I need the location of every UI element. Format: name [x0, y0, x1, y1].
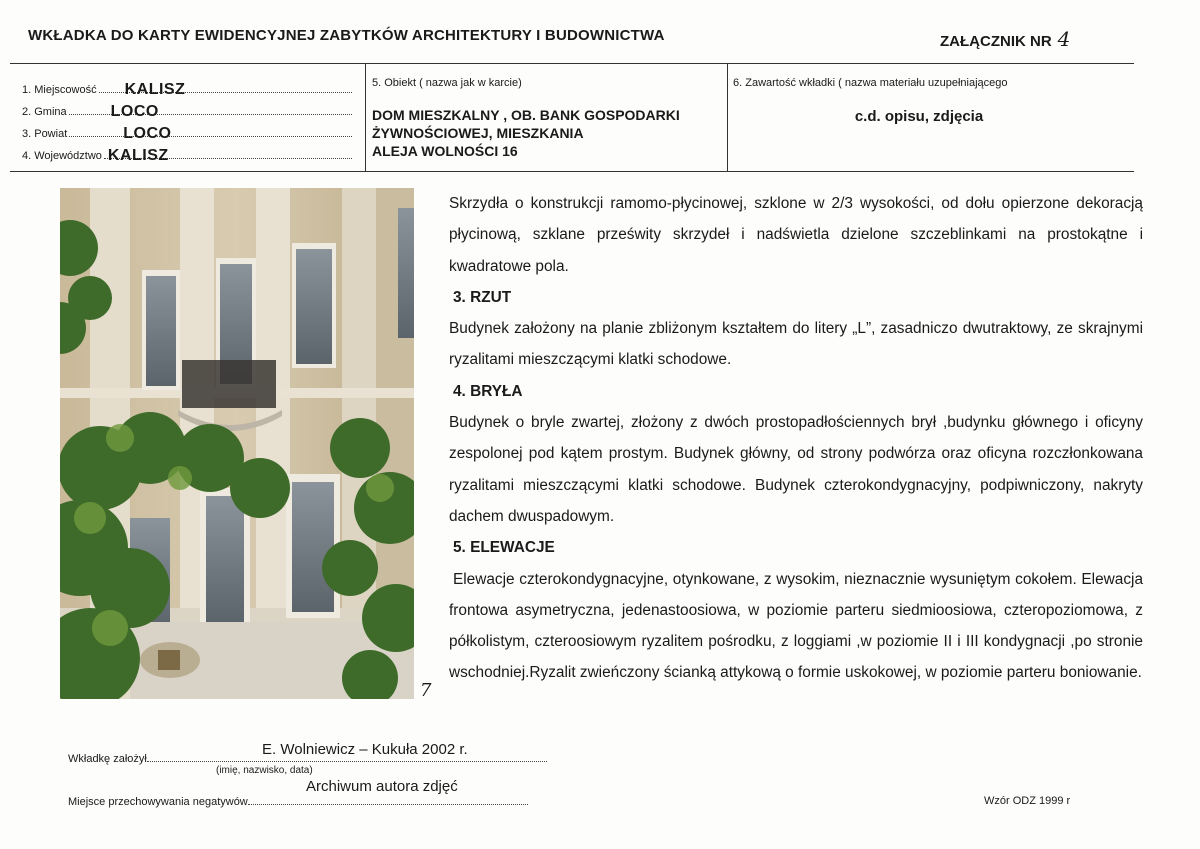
- location-value: LOCO: [110, 103, 159, 120]
- location-field-commune: [22, 105, 352, 118]
- author-sublabel: (imię, nazwisko, data): [216, 765, 313, 776]
- contents-label: 6. Zawartość wkładki ( nazwa materiału uzupełniającego: [733, 77, 1008, 89]
- description-intro: Skrzydła o konstrukcji ramomo-płycinowej, szklone w 2/3 wysokości, od dołu opierzone dekoracją płycinową, szklane prześwity skrzydeł i nadświetla dzielone szczeblinkami na prostokątne i kwadratowe pola.: [449, 195, 1143, 275]
- object-name: [372, 106, 680, 160]
- photo-number: 7: [420, 680, 432, 701]
- object-line: ŻYWNOŚCIOWEJ, MIESZKANIA: [372, 125, 584, 141]
- storage-label: Miejsce przechowywania negatywów: [68, 796, 248, 808]
- location-value: LOCO: [123, 125, 172, 142]
- location-value: KALISZ: [124, 81, 186, 98]
- object-line: DOM MIESZKALNY , OB. BANK GOSPODARKI: [372, 107, 680, 123]
- section-heading-elevations: 5. ELEWACJE: [453, 539, 555, 557]
- section-heading-massing: 4. BRYŁA: [453, 382, 523, 400]
- description-body: [449, 188, 1143, 689]
- section-heading-plan: 3. RZUT: [453, 288, 512, 306]
- section-text-plan: Budynek założony na planie zbliżonym kształtem do litery „L”, zasadniczo dwutraktowy, ze skrajnymi ryzalitami mieszczącymi klatki schodowe.: [449, 320, 1143, 369]
- column-divider-1: [365, 63, 366, 171]
- section-text-massing: Budynek o bryle zwartej, złożony z dwóch prostopadłościennych brył ,budynku głównego i oficyny zespolonej pod kątem prostym. Budynek główny, od strony podwórza oraz oficyna rozczłonkowana ryzalitami mieszczącymi klatki schodowe. Budynek czterokondygnacyjny, podpiwniczony, nakryty dachem dwuspadowym.: [449, 414, 1143, 525]
- location-label: 2. Gmina: [22, 106, 67, 118]
- annex-number: 4: [1057, 27, 1071, 51]
- header-bottom-rule: [10, 171, 1134, 172]
- location-value: KALISZ: [107, 147, 169, 164]
- location-label: 3. Powiat: [22, 128, 68, 140]
- location-field-voivodeship: [22, 149, 352, 162]
- object-line: ALEJA WOLNOŚCI 16: [372, 143, 518, 159]
- column-divider-2: [727, 63, 728, 171]
- location-label: 1. Miejscowość: [22, 84, 97, 96]
- location-field-district: [22, 127, 352, 140]
- section-text-elevations: Elewacje czterokondygnacyjne, otynkowane, z wysokim, nieznacznie wysuniętym cokołem. Elewacja frontowa asymetryczna, jedenastoosiowa, w poziomie parteru siedmioosiowa, czteropoziomowa, z półkolistym, czteroosiowym ryzalitem pośrodku, z loggiami ,w poziomie II i III kondygnacji ,po stronie wschodniej.Ryzalit zwieńczony ścianką attykową o formie uskokowej, w poziomie parteru boniowanie.: [449, 570, 1143, 682]
- location-field-town: [22, 83, 352, 96]
- contents-value: c.d. opisu, zdjęcia: [854, 108, 984, 125]
- location-label: 4. Województwo: [22, 150, 102, 162]
- form-title: WKŁADKA DO KARTY EWIDENCYJNEJ ZABYTKÓW ARCHITEKTURY I BUDOWNICTWA: [28, 27, 665, 44]
- author-value: E. Wolniewicz – Kukuła 2002 r.: [262, 741, 468, 758]
- building-photo: [60, 188, 414, 699]
- storage-field: [68, 795, 528, 808]
- storage-value: Archiwum autora zdjęć: [306, 778, 458, 795]
- author-label: Wkładkę założył: [68, 753, 147, 765]
- object-label: 5. Obiekt ( nazwa jak w karcie): [372, 77, 522, 89]
- annex-label: [940, 27, 1070, 51]
- template-note: Wzór ODZ 1999 r: [984, 795, 1071, 807]
- annex-label-text: ZAŁĄCZNIK NR: [940, 33, 1052, 50]
- header-top-rule: [10, 63, 1134, 64]
